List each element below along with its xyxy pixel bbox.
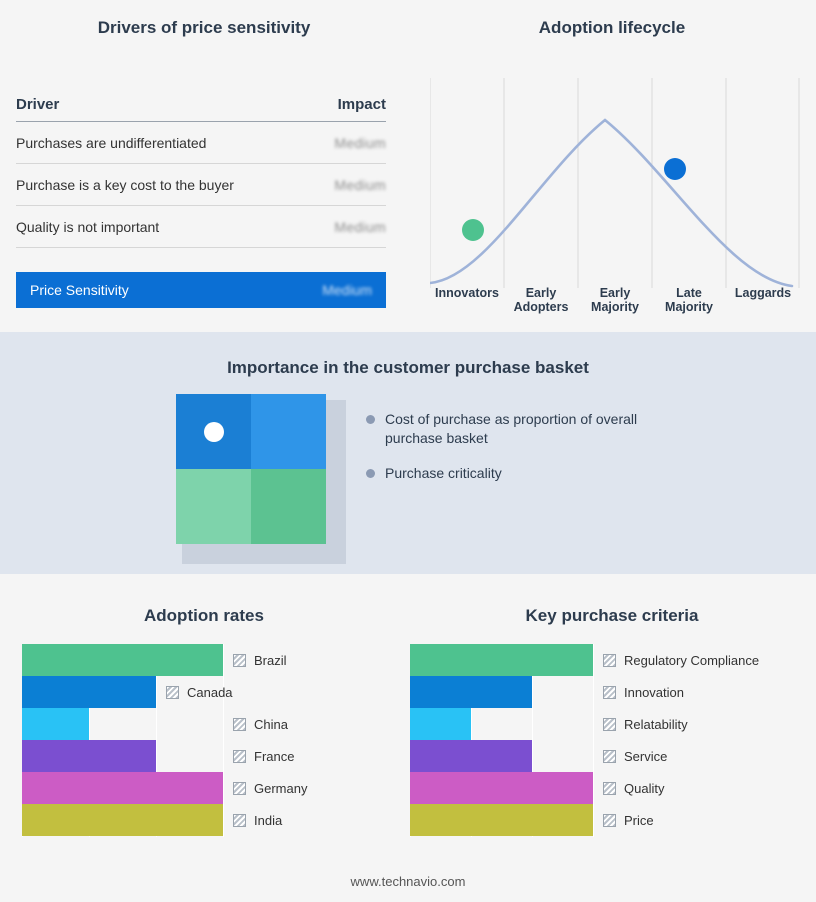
basket-title: Importance in the customer purchase basket	[227, 358, 589, 377]
legend-swatch-icon	[233, 654, 246, 667]
bar-label-wrap	[593, 813, 654, 828]
table-header-row	[16, 88, 386, 122]
bar-row	[410, 804, 800, 836]
quadrant-grid	[176, 394, 326, 544]
footer-url[interactable]: www.technavio.com	[350, 874, 466, 889]
driver-name: Purchase is a key cost to the buyer	[16, 176, 234, 193]
lifecycle-curve-svg	[430, 78, 800, 288]
bar-label-wrap	[593, 781, 664, 796]
bar-row	[410, 644, 800, 676]
table-row	[16, 122, 386, 164]
bar-label: Innovation	[624, 684, 684, 700]
adoption-rates-panel	[0, 574, 408, 874]
bar	[410, 644, 593, 676]
driver-name: Quality is not important	[16, 218, 160, 235]
legend-swatch-icon	[603, 654, 616, 667]
adoption-rates-bars	[22, 644, 392, 859]
bar-label: Service	[624, 748, 668, 764]
bar-label: Relatability	[624, 716, 688, 732]
bar-row	[22, 708, 392, 740]
quadrant-cell-bottom-left	[176, 469, 251, 544]
legend-label: Purchase criticality	[385, 465, 502, 481]
marker-innovators	[462, 219, 484, 241]
bar	[22, 804, 223, 836]
bar	[22, 740, 156, 772]
driver-impact: Medium	[334, 134, 386, 151]
legend-swatch-icon	[603, 782, 616, 795]
bar-label-wrap	[156, 685, 233, 700]
bar	[410, 804, 593, 836]
bar-label: India	[254, 812, 283, 828]
bar-row	[22, 676, 392, 708]
legend-swatch-icon	[233, 814, 246, 827]
lifecycle-panel	[408, 0, 816, 332]
bar	[410, 708, 471, 740]
bar-label: Regulatory Compliance	[624, 652, 760, 668]
marker-late-majority	[664, 158, 686, 180]
purchase-criteria-title: Key purchase criteria	[525, 606, 699, 625]
column-header-driver: Driver	[16, 96, 60, 113]
bar-label-wrap	[593, 685, 684, 700]
column-header-impact: Impact	[337, 96, 386, 113]
legend-item	[366, 464, 696, 483]
driver-name: Purchases are undifferentiated	[16, 134, 207, 151]
bar-label-wrap	[223, 653, 287, 668]
legend-swatch-icon	[233, 750, 246, 763]
bar-row	[410, 772, 800, 804]
lifecycle-chart	[430, 78, 800, 288]
bar-row	[410, 676, 800, 708]
price-sensitivity-summary	[16, 272, 386, 308]
legend-swatch-icon	[233, 782, 246, 795]
drivers-title: Drivers of price sensitivity	[97, 18, 311, 37]
legend-item	[366, 410, 696, 448]
bar-row	[22, 772, 392, 804]
bar-label-wrap	[593, 749, 667, 764]
bar	[410, 740, 532, 772]
legend-swatch-icon	[233, 718, 246, 731]
purchase-criteria-panel	[408, 574, 816, 874]
bar-label-wrap	[223, 781, 307, 796]
bar	[22, 708, 89, 740]
bullet-icon	[366, 469, 375, 478]
bar-row	[410, 740, 800, 772]
basket-band	[0, 332, 816, 574]
legend-swatch-icon	[603, 750, 616, 763]
price-sensitivity-value: Medium	[322, 282, 372, 298]
purchase-criteria-bars	[410, 644, 800, 859]
price-sensitivity-label: Price Sensitivity	[30, 282, 129, 298]
bar-label-wrap	[593, 717, 688, 732]
legend-swatch-icon	[603, 718, 616, 731]
driver-impact: Medium	[334, 218, 386, 235]
legend-swatch-icon	[603, 814, 616, 827]
table-row	[16, 206, 386, 248]
driver-impact: Medium	[334, 176, 386, 193]
bar	[410, 676, 532, 708]
lifecycle-stage-labels	[430, 286, 800, 326]
stage-label-early-adopters: Early Adopters	[513, 286, 569, 314]
bar-label-wrap	[223, 717, 288, 732]
basket-legend	[366, 410, 696, 499]
bar-row	[410, 708, 800, 740]
stage-label-late-majority: Late Majority	[665, 286, 713, 314]
table-row	[16, 164, 386, 206]
bar-label: Brazil	[254, 652, 287, 668]
adoption-rates-title: Adoption rates	[144, 606, 264, 625]
bar	[410, 772, 593, 804]
bar-label: China	[254, 716, 288, 732]
bar-label-wrap	[223, 813, 282, 828]
bar-row	[22, 740, 392, 772]
drivers-table	[16, 88, 386, 248]
quadrant-position-marker	[204, 422, 224, 442]
stage-label-early-majority: Early Majority	[591, 286, 639, 314]
bar-label: Germany	[254, 780, 308, 796]
quadrant-chart	[176, 394, 346, 564]
bar	[22, 676, 156, 708]
quadrant-cell-bottom-right	[251, 469, 326, 544]
bottom-band	[0, 574, 816, 902]
stage-label-laggards: Laggards	[734, 286, 792, 300]
bar-label: France	[254, 748, 295, 764]
top-band	[0, 0, 816, 332]
bullet-icon	[366, 415, 375, 424]
bar-label: Price	[624, 812, 654, 828]
bar-row	[22, 804, 392, 836]
legend-swatch-icon	[166, 686, 179, 699]
drivers-panel	[0, 0, 408, 332]
bar-label: Quality	[624, 780, 665, 796]
bar-row	[22, 644, 392, 676]
stage-label-innovators: Innovators	[435, 286, 499, 300]
lifecycle-title: Adoption lifecycle	[538, 18, 686, 37]
bar-label-wrap	[593, 653, 759, 668]
bar	[22, 644, 223, 676]
bar-label: Canada	[187, 684, 233, 700]
bar-label-wrap	[223, 749, 294, 764]
bar	[22, 772, 223, 804]
quadrant-cell-top-right	[251, 394, 326, 469]
legend-swatch-icon	[603, 686, 616, 699]
legend-label: Cost of purchase as proportion of overall purchase basket	[385, 411, 638, 446]
